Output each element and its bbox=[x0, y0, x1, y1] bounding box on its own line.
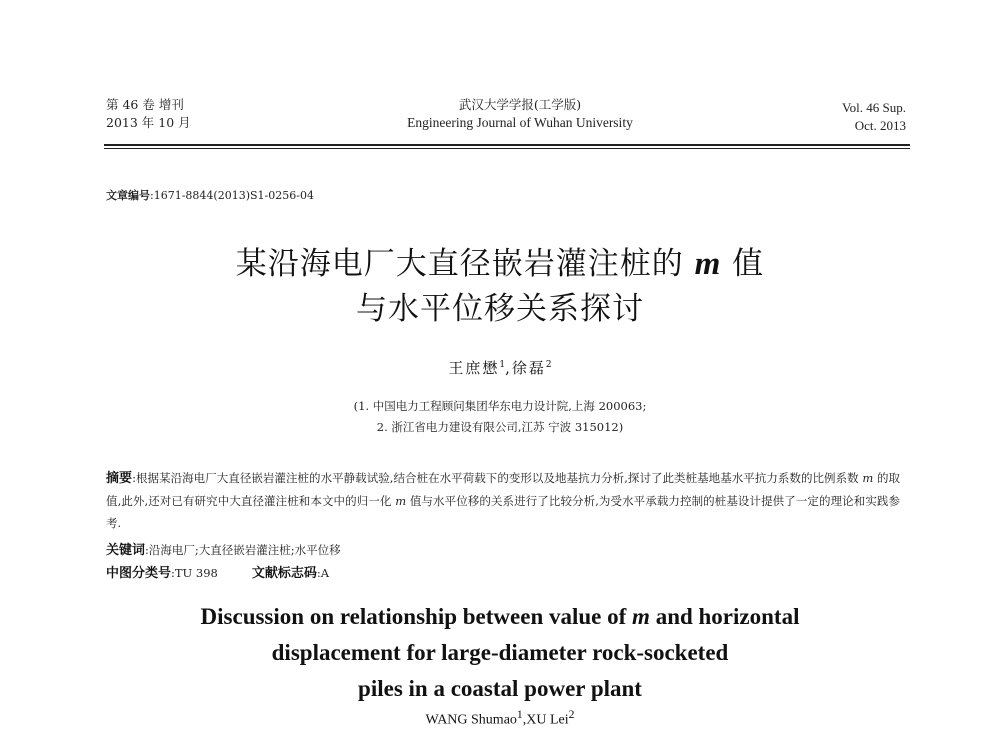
keywords-value: :沿海电厂;大直径嵌岩灌注桩;水平位移 bbox=[145, 543, 341, 557]
document-code-value: :A bbox=[316, 566, 330, 580]
abstract-variable-2: m bbox=[395, 494, 407, 508]
title-en-variable: m bbox=[632, 604, 650, 629]
title-en-text-end: and horizontal bbox=[649, 604, 800, 629]
document-code-label: 文献标志码 bbox=[251, 566, 317, 581]
title-cn-line2: 与水平位移关系探讨 bbox=[356, 291, 644, 327]
keywords bbox=[106, 539, 900, 562]
header-rule-thin bbox=[104, 148, 910, 149]
title-cn-variable: m bbox=[694, 246, 722, 282]
title-cn-text: 某沿海电厂大直径嵌岩灌注桩的 bbox=[235, 246, 695, 282]
title-en-line1 bbox=[0, 604, 1000, 630]
affiliation-2: 2. 浙江省电力建设有限公司,江苏 宁波 315012) bbox=[376, 420, 624, 434]
journal-volume-en bbox=[760, 99, 906, 135]
volume-line: 第 46 卷 增刊 bbox=[106, 97, 184, 112]
abstract-text-1: :根据某沿海电厂大直径嵌岩灌注桩的水平静载试验,结合桩在水平荷载下的变形以及地基抗力分析,探讨了此类桩基地基水平抗力系数的比例系数 bbox=[132, 471, 863, 485]
classification bbox=[106, 562, 900, 585]
journal-name bbox=[330, 96, 710, 132]
author-2-en: ,XU Lei bbox=[522, 712, 569, 728]
classification-label: 中图分类号 bbox=[106, 566, 172, 581]
title-en-line3: piles in a coastal power plant bbox=[358, 676, 642, 701]
article-number-value: :1671-8844(2013)S1-0256-04 bbox=[150, 189, 314, 202]
volume-en-line: Vol. 46 Sup. bbox=[841, 100, 906, 115]
abstract-variable-1: m bbox=[862, 471, 874, 485]
title-cn-text-end: 值 bbox=[721, 246, 765, 282]
abstract bbox=[106, 467, 900, 534]
article-number bbox=[106, 187, 314, 203]
header-rule-thick bbox=[104, 144, 910, 146]
article-number-label: 文章编号 bbox=[106, 189, 150, 202]
keywords-label: 关键词 bbox=[106, 543, 146, 558]
abstract-text-2: 的取值,此外,还对已有研究中大直径灌注桩和本文中的归一化 bbox=[106, 471, 900, 508]
author-2-en-affil-mark: 2 bbox=[568, 708, 575, 721]
date-line: 2013 年 10 月 bbox=[106, 115, 191, 130]
author-1-affil-mark: 1 bbox=[499, 360, 506, 370]
author-2-cn: ,徐磊 bbox=[505, 359, 546, 377]
author-1-en: WANG Shumao bbox=[425, 712, 517, 728]
authors-cn bbox=[0, 357, 1000, 378]
title-cn-line1 bbox=[0, 238, 1000, 283]
title-en-line2: displacement for large-diameter rock-socketed bbox=[271, 640, 729, 665]
abstract-label: 摘要 bbox=[106, 471, 133, 486]
journal-name-en: Engineering Journal of Wuhan University bbox=[407, 115, 633, 130]
journal-volume-info bbox=[106, 96, 191, 132]
journal-name-cn: 武汉大学学报(工学版) bbox=[458, 97, 582, 112]
author-1-en-affil-mark: 1 bbox=[516, 708, 523, 721]
authors-en bbox=[0, 708, 1000, 729]
author-1-cn: 王庶懋 bbox=[448, 359, 500, 377]
affiliation-1: (1. 中国电力工程顾问集团华东电力设计院,上海 200063; bbox=[353, 399, 647, 413]
title-en-text: Discussion on relationship between value of bbox=[200, 604, 633, 629]
date-en-line: Oct. 2013 bbox=[854, 118, 906, 133]
classification-value: :TU 398 bbox=[171, 566, 218, 580]
author-2-affil-mark: 2 bbox=[545, 360, 552, 370]
abstract-text-3: 值与水平位移的关系进行了比较分析,为受水平承载力控制的桩基设计提供了一定的理论和实践参考. bbox=[106, 494, 901, 530]
